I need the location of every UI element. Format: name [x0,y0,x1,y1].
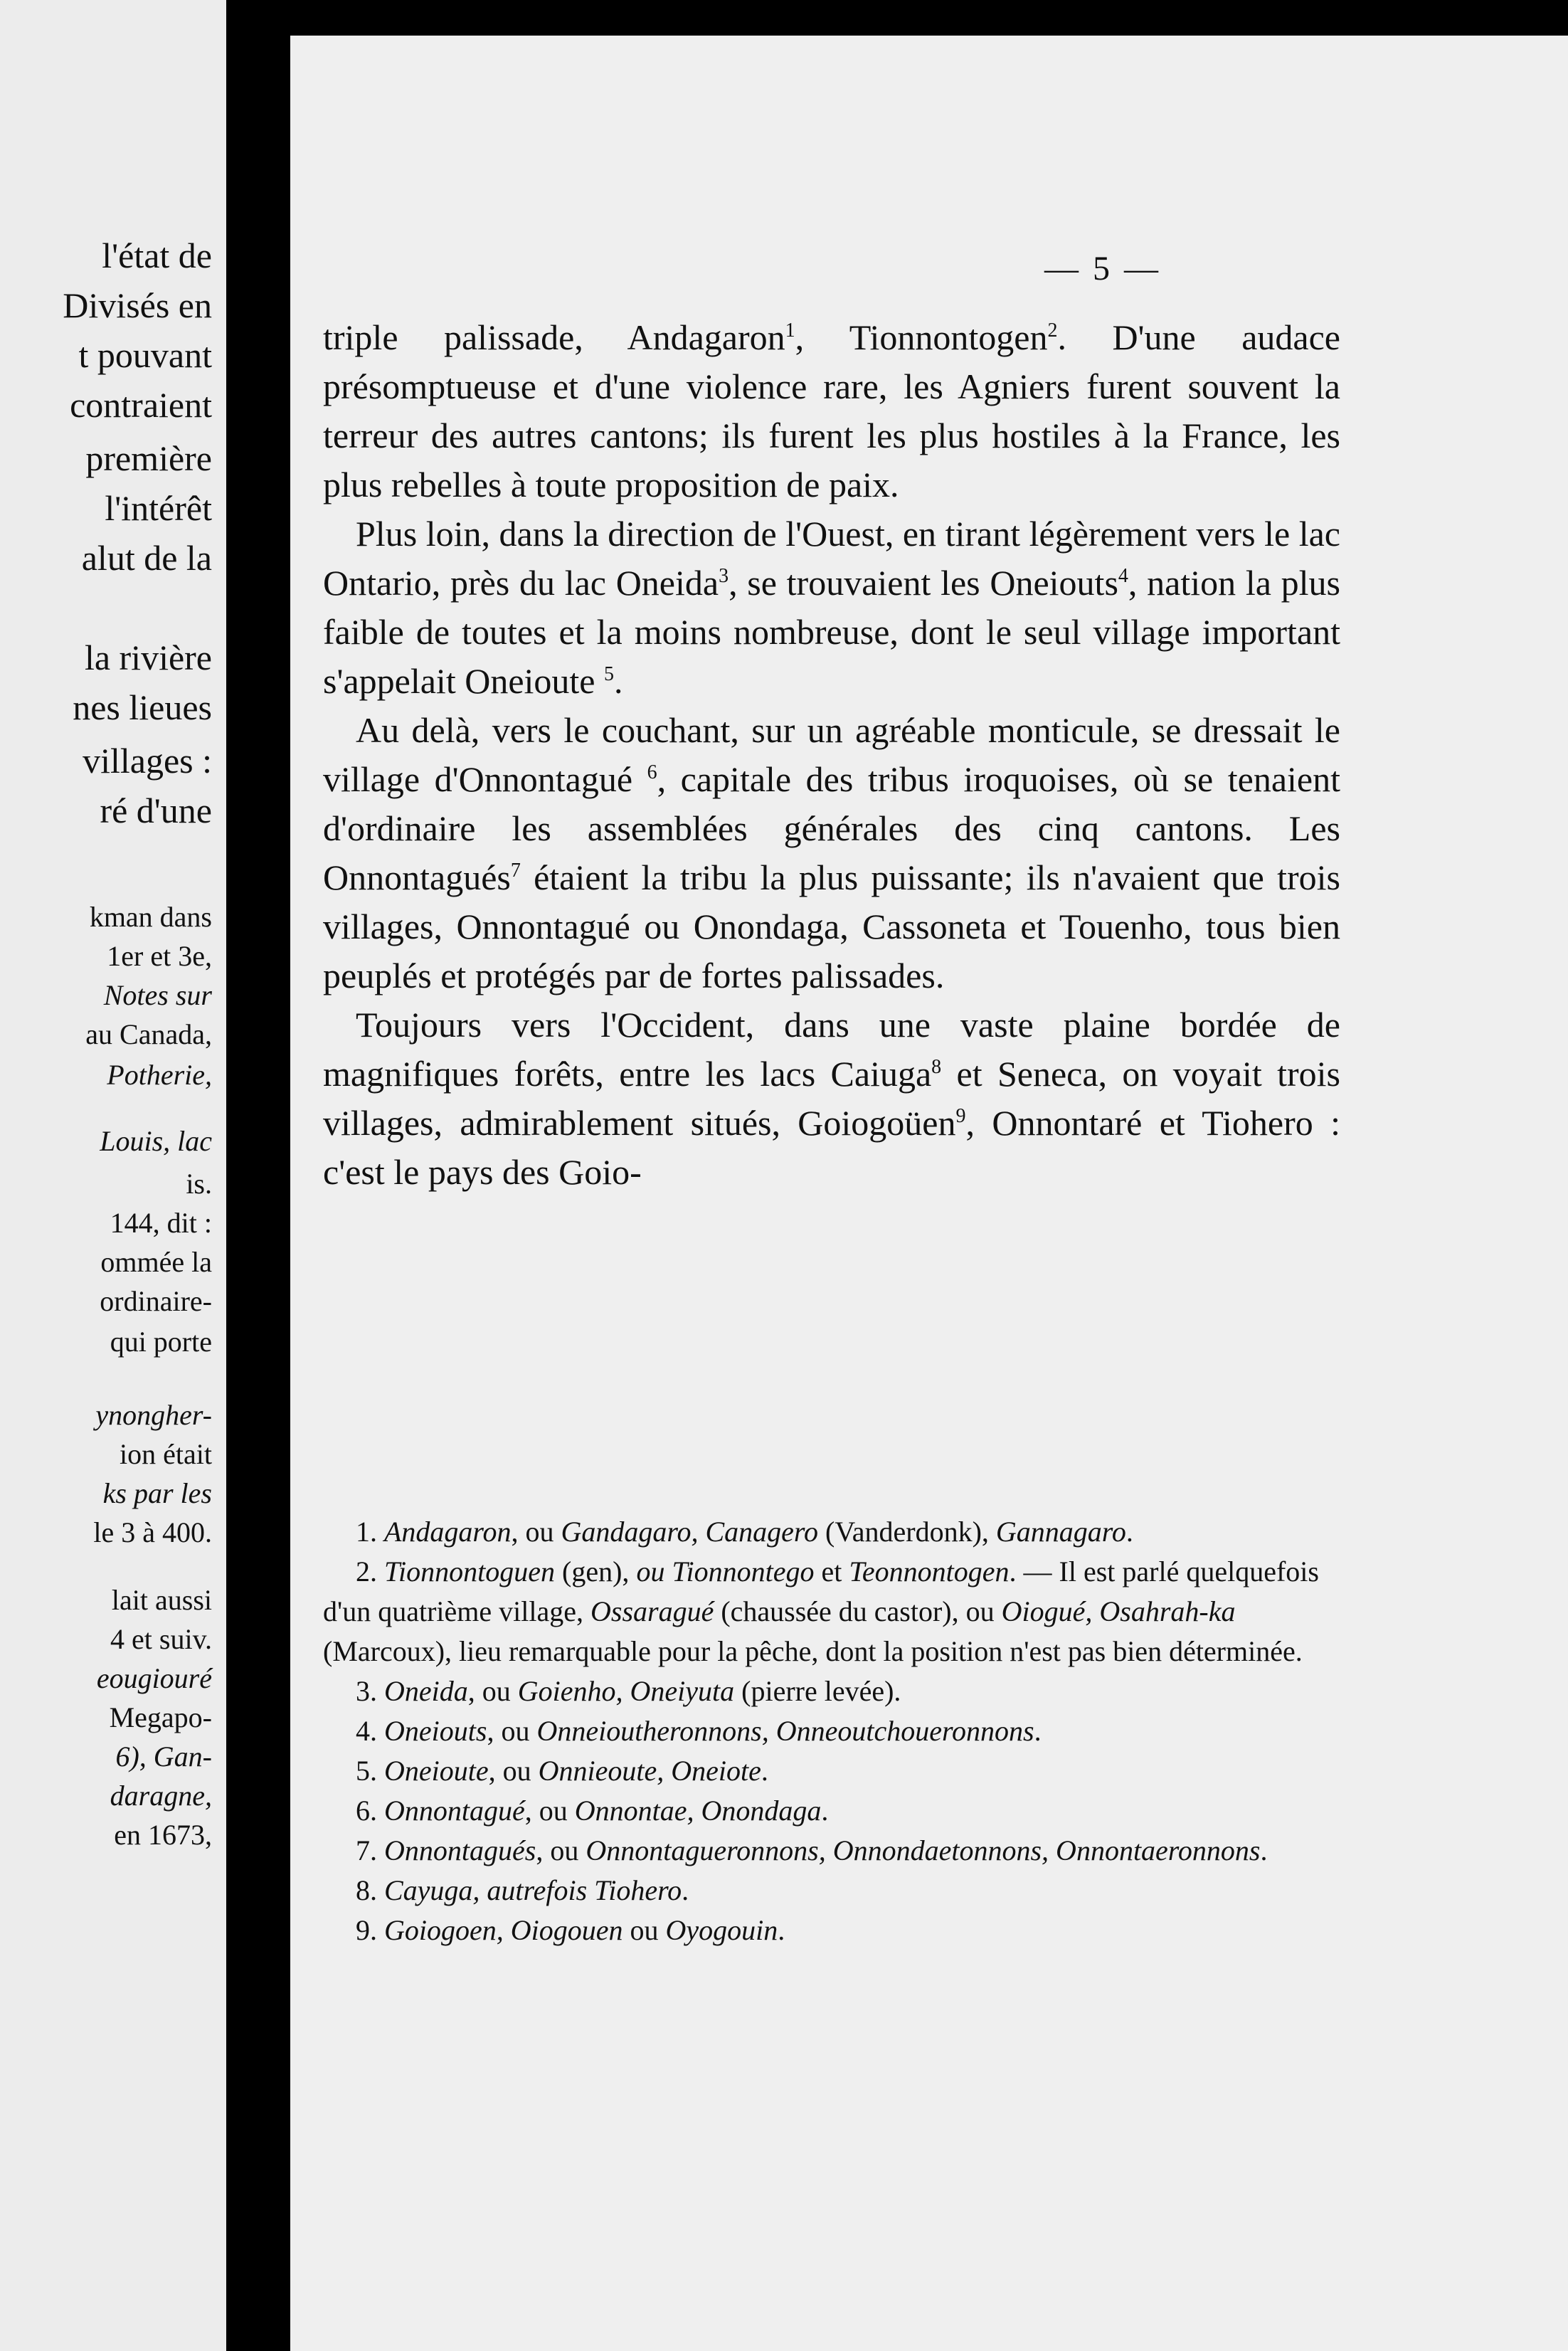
footnote-text-run: 9. [356,1914,384,1946]
footnote-italic-run: Goienho, Oneiyuta [517,1675,735,1707]
footnote-italic-run: ou Tionnontego [636,1555,815,1587]
previous-page-line: 4 et suiv. [110,1623,212,1655]
footnote-text-run: (chaussée du castor), ou [714,1595,1002,1627]
footnote-text-run: 5. [356,1755,384,1787]
footnote-text-run: (Vanderdonk), [818,1516,996,1548]
footnote-italic-run: Gandagaro, Canagero [561,1516,818,1548]
page-number: — 5 — [1044,250,1161,287]
footnote-text-run: 2. [356,1555,384,1587]
footnote-text-run: . [821,1795,829,1827]
book-gutter [226,0,290,2351]
footnote [323,1791,1340,1831]
footnote-text-run: (pierre levée). [734,1675,901,1707]
previous-page-line: daragne, [110,1780,212,1812]
previous-page-line: kman dans [89,901,212,933]
footnote-marker: 4 [1118,565,1128,587]
text-run: Toujours vers l'Occident, dans une vaste plaine bordée de magnifiques forêts, entre les lacs Caiuga [323,1005,1340,1094]
footnote [323,1552,1340,1671]
footnote-marker: 3 [719,565,729,587]
previous-page-line: au Canada, [85,1018,212,1050]
text-run: , capitale des tribus iroquoises, où se tenaient d'ordinaire les assemblées générales des cinq cantons. Les Onnontagués [323,759,1340,897]
footnote-italic-run: Ossaragué [590,1595,714,1627]
previous-page-line: is. [186,1168,212,1200]
previous-page-line: t pouvant [78,335,212,375]
footnote-text-run: et [814,1555,849,1587]
footnote-text-run: . [778,1914,785,1946]
footnote-text-run: 6. [356,1795,384,1827]
previous-page-line: le 3 à 400. [93,1516,212,1548]
footnote [323,1831,1340,1871]
previous-page-line: Louis, lac [100,1125,212,1157]
text-run: triple palissade, Andagaron [323,317,785,357]
footnote-marker: 6 [647,761,657,783]
footnote [323,1751,1340,1791]
previous-page-line: 1er et 3e, [107,940,212,972]
previous-page-line: l'état de [102,236,212,275]
footnote [323,1512,1340,1552]
footnote-text-run: . [761,1755,768,1787]
footnote [323,1711,1340,1751]
previous-page-line: villages : [83,741,212,781]
footnote-text-run: 4. [356,1715,384,1747]
previous-page-line: la rivière [84,638,212,677]
footnote-italic-run: Cayuga, autrefois Tiohero [384,1874,682,1906]
previous-page-line: ynongher- [95,1399,212,1431]
footnote-italic-run: Onnontae, Onondaga [574,1795,822,1827]
footnotes [323,1512,1340,1950]
footnote-text-run: . — Il est parlé quelquefois d'un quatrième village, [323,1555,1319,1627]
footnote-italic-run: Oneida [384,1675,468,1707]
footnote [323,1911,1340,1950]
footnote-italic-run: Onnontagués [384,1834,536,1866]
footnote-text-run: , ou [488,1755,539,1787]
footnote-italic-run: Andagaron [384,1516,512,1548]
footnote-italic-run: Oneiouts [384,1715,487,1747]
footnote-italic-run: Onnieoute, Oneiote [538,1755,761,1787]
text-run: étaient la tribu la plus puissante; ils n'avaient que trois villages, Onnontagué ou Onondaga, Cassoneta et Touenho, tous bien peuplés et protégés par de fortes palissades. [323,857,1340,995]
footnote-italic-run: Teonnontogen [849,1555,1010,1587]
text-run: , Onnontaré et Tiohero : c'est le pays des Goio- [323,1103,1340,1192]
previous-page-line: alut de la [81,538,212,578]
body-paragraph [323,313,1340,509]
previous-page-line: en 1673, [114,1819,212,1851]
footnote-italic-run: Goiogoen, Oiogouen [384,1914,623,1946]
body-paragraph [323,1000,1340,1197]
footnote-text-run: 8. [356,1874,384,1906]
previous-page-line: Notes sur [103,979,212,1011]
previous-page-line: ré d'une [100,791,212,830]
previous-page-line: ks par les [102,1477,212,1509]
previous-page-line: Potherie, [107,1059,212,1091]
text-run: Plus loin, dans la direction de l'Ouest, en tirant légèrement vers le lac Ontario, près du lac Oneida [323,514,1340,603]
footnote-marker: 5 [604,663,614,685]
text-run: , nation la plus faible de toutes et la moins nombreuse, dont le seul village important s'appelait Oneioute [323,563,1340,701]
footnote-marker: 8 [931,1056,942,1078]
footnote-marker: 2 [1047,319,1058,342]
footnote-text-run: (gen), [555,1555,637,1587]
footnote-italic-run: Oneioute [384,1755,489,1787]
previous-page-line: nes lieues [73,687,212,727]
previous-page-line: première [85,438,212,478]
text-run: , se trouvaient les Oneiouts [729,563,1118,603]
text-run: . D'une audace présomptueuse et d'une violence rare, les Agniers furent souvent la terreur des autres cantons; ils furent les plus hostiles à la France, les plus rebelles à toute proposition de paix. [323,317,1340,504]
footnote-text-run: , ou [467,1675,518,1707]
previous-page-line: 144, dit : [110,1207,212,1239]
footnote-italic-run: Onnontagué [384,1795,525,1827]
text-run: et Seneca, on voyait trois villages, admirablement situés, Goiogoüen [323,1054,1340,1143]
footnote [323,1871,1340,1911]
text-run: . [614,661,623,701]
previous-page-line: qui porte [110,1326,212,1358]
previous-page-line: l'intérêt [105,488,212,528]
footnote [323,1671,1340,1711]
text-run: Au delà, vers le couchant, sur un agréable monticule, se dressait le village d'Onnontagué [323,710,1340,799]
footnote-text-run: , ou [511,1516,561,1548]
text-run: , Tionnontogen [795,317,1048,357]
footnote-text-run: . [1125,1516,1133,1548]
footnote-text-run: , ou [524,1795,575,1827]
previous-page-line: 6), Gan- [115,1740,212,1773]
footnote-italic-run: Oyogouin [665,1914,778,1946]
body-paragraph [323,706,1340,1000]
footnote-italic-run: Oiogué, Osahrah-ka [1001,1595,1236,1627]
previous-page-line: Divisés en [63,285,212,325]
footnote-text-run: 7. [356,1834,384,1866]
footnote-text-run: 3. [356,1675,384,1707]
current-page [290,36,1568,2351]
previous-page-line: lait aussi [111,1584,212,1616]
footnote-text-run: . [1260,1834,1268,1866]
previous-page-line: contraient [70,385,212,425]
footnote-italic-run: Gannagaro [995,1516,1126,1548]
footnote-text-run: , ou [536,1834,586,1866]
previous-page-line: ommée la [100,1246,212,1278]
footnote-text-run: . [682,1874,689,1906]
body-text [323,313,1340,1197]
footnote-text-run: . [1034,1715,1042,1747]
footnote-marker: 9 [955,1105,966,1127]
footnote-text-run: ou [623,1914,666,1946]
previous-page-line: ordinaire- [100,1285,212,1317]
footnote-text-run: , ou [487,1715,537,1747]
previous-page-line: eougiouré [96,1662,212,1694]
footnote-text-run: (Marcoux), lieu remarquable pour la pêche, dont la position n'est pas bien déterminée. [323,1635,1303,1667]
footnote-italic-run: Tionnontoguen [384,1555,556,1587]
footnote-text-run: 1. [356,1516,384,1548]
footnote-italic-run: Onneioutheronnons, Onneoutchoueronnons [536,1715,1034,1747]
previous-page-line: Megapo- [109,1701,212,1733]
footnote-marker: 7 [510,860,521,882]
footnote-italic-run: Onnontagueronnons, Onnondaetonnons, Onnontaeronnons [586,1834,1261,1866]
previous-page-fragment [0,0,226,2351]
body-paragraph [323,509,1340,706]
previous-page-line: ion était [120,1438,212,1470]
footnote-marker: 1 [785,319,795,342]
